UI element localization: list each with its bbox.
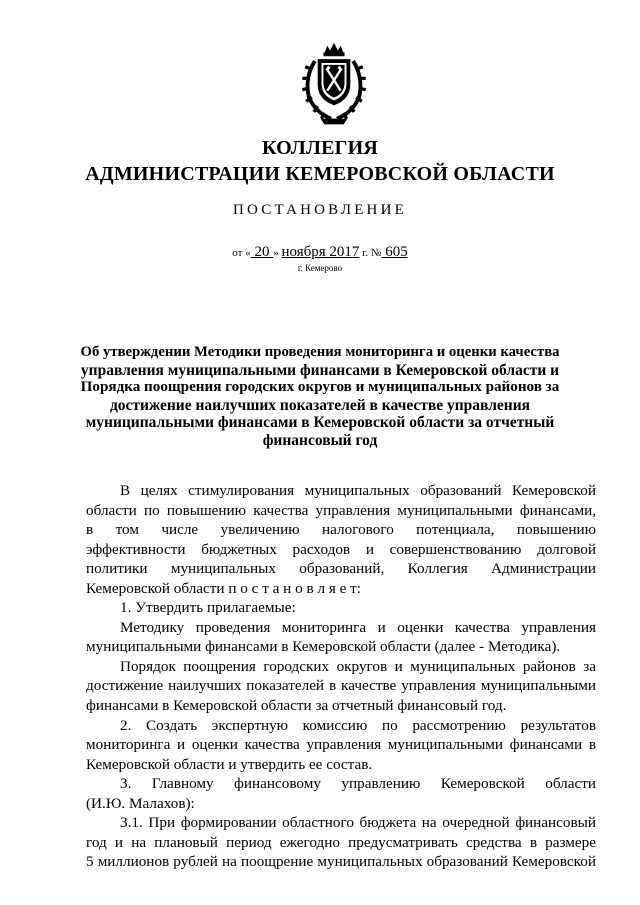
body-line: финансами в Кемеровской области за отчетный финансовый год. bbox=[86, 697, 507, 715]
subject-line: муниципальными финансами в Кемеровской области за отчетный bbox=[85, 414, 555, 432]
subject-line: Об утверждении Методики проведения мониторинга и оценки качества bbox=[80, 344, 560, 360]
org-title-line1: КОЛЛЕГИЯ bbox=[261, 137, 379, 159]
body-line: Порядок поощрения городских округов и муниципальных районов за bbox=[120, 657, 596, 675]
body-line: мониторинга и оценки качества управления муниципальными финансами в bbox=[86, 736, 596, 754]
city: г. Кемерово bbox=[297, 263, 343, 273]
body-line: Методику проведения мониторинга и оценки качества управления bbox=[120, 618, 596, 636]
date-quote-close: » bbox=[273, 247, 282, 259]
subject-line: Порядка поощрения городских округов и муниципальных районов за bbox=[80, 379, 560, 396]
body-line: 1. Утвердить прилагаемые: bbox=[120, 599, 296, 617]
document-type: ПОСТАНОВЛЕНИЕ bbox=[233, 202, 407, 218]
body-line: 3.1. При формировании областного бюджета на очередной финансовый bbox=[120, 814, 596, 832]
body-line: достижение наилучших показателей в качестве управления муниципальными bbox=[86, 677, 596, 695]
body-line: 5 миллионов рублей на поощрение муниципальных образований Кемеровской bbox=[86, 853, 596, 871]
date-line bbox=[0, 244, 640, 261]
body-line: (И.Ю. Малахов): bbox=[86, 794, 195, 812]
body-line: 3. Главному финансовому управлению Кемеровской области bbox=[120, 775, 596, 793]
body-line: политики муниципальных образований, Коллегия Администрации bbox=[86, 560, 596, 578]
body-line: Кемеровской области п о с т а н о в л я е т: bbox=[86, 579, 362, 597]
subject-line: управления муниципальными финансами в Кемеровской области и bbox=[80, 361, 560, 379]
body-line: 2. Создать экспертную комиссию по рассмотрению результатов bbox=[120, 716, 596, 734]
date-prefix: от « bbox=[232, 247, 251, 259]
subject-line: финансовый год bbox=[262, 431, 378, 449]
date-month-year: ноября 2017 bbox=[281, 244, 360, 260]
body-line: области по повышению качества управления муниципальными финансами, bbox=[86, 501, 596, 519]
coat-of-arms-emblem bbox=[286, 38, 382, 134]
body-line: эффективности бюджетных расходов и совершенствованию долговой bbox=[86, 540, 596, 558]
body-line: Кемеровской области и утвердить ее состав. bbox=[86, 755, 373, 773]
document-number: 605 bbox=[381, 244, 408, 260]
body-line: В целях стимулирования муниципальных образований Кемеровской bbox=[120, 482, 596, 499]
body-line: в том числе увеличению налогового потенциала, повышению bbox=[86, 521, 596, 539]
date-day: 20 bbox=[250, 244, 274, 260]
document-subject bbox=[78, 344, 562, 450]
document-body bbox=[86, 481, 596, 872]
org-title-line2: АДМИНИСТРАЦИИ КЕМЕРОВСКОЙ ОБЛАСТИ bbox=[85, 163, 555, 185]
body-line: муниципальными финансами в Кемеровской области (далее - Методика). bbox=[86, 638, 561, 656]
subject-line: достижение наилучших показателей в качестве управления bbox=[109, 396, 531, 414]
date-suffix: г. № bbox=[359, 247, 382, 259]
body-line: год и на плановый период ежегодно предусматривать средства в размере bbox=[86, 833, 596, 851]
